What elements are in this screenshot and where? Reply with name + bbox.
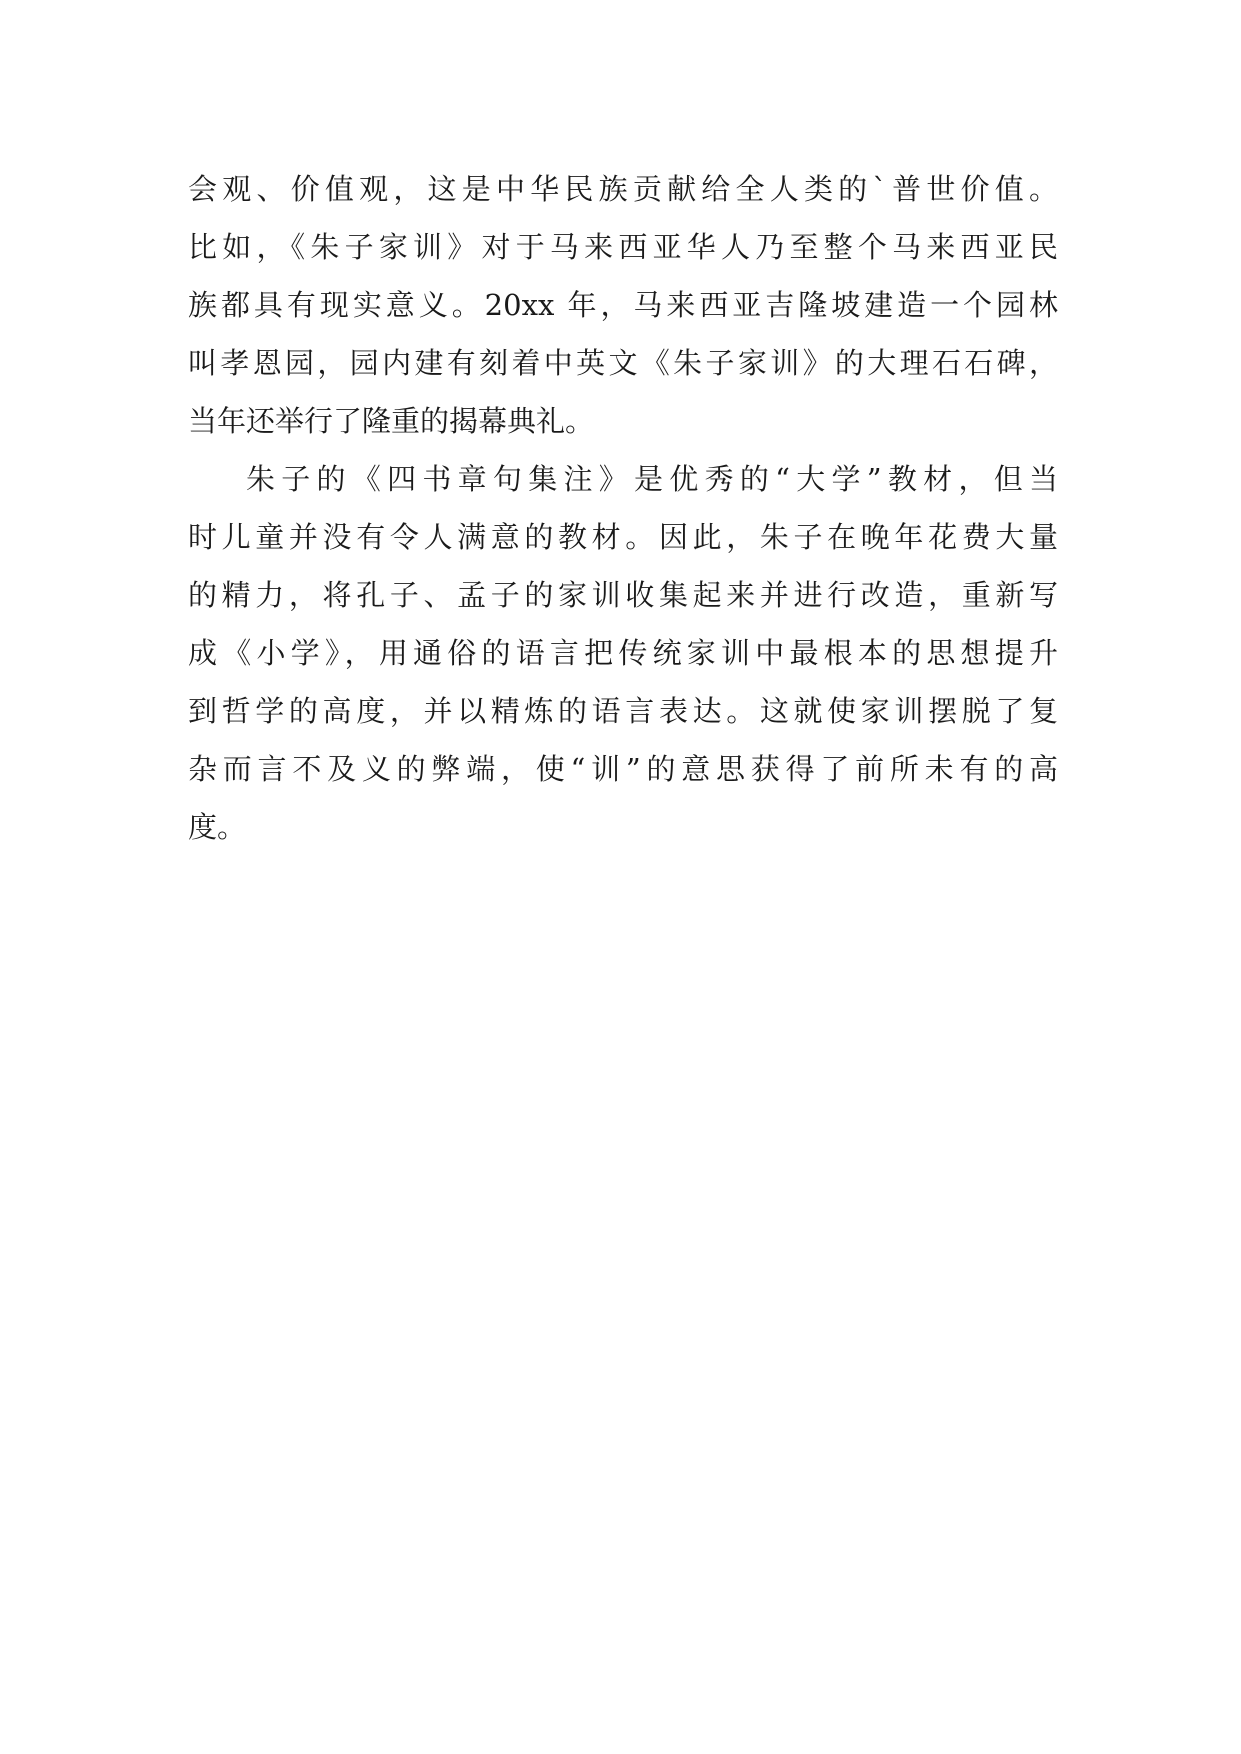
paragraph-1 [188,160,1058,450]
text-line: 族都具有现实意义。20xx 年，马来西亚吉隆坡建造一个园林 [188,288,1058,322]
body-text [188,160,1058,856]
text-line: 当年还举行了隆重的揭幕典礼。 [188,404,595,438]
text-line: 朱子的《四书章句集注》是优秀的“大学”教材，但当 [246,462,1058,496]
paragraph-2 [188,450,1058,856]
text-line: 到哲学的高度，并以精炼的语言表达。这就使家训摆脱了复 [188,694,1058,728]
text-line: 比如，《朱子家训》对于马来西亚华人乃至整个马来西亚民 [188,230,1058,264]
text-line: 叫孝恩园，园内建有刻着中英文《朱子家训》的大理石石碑， [188,346,1058,380]
text-line: 的精力，将孔子、孟子的家训收集起来并进行改造，重新写 [188,578,1058,612]
text-line: 成《小学》，用通俗的语言把传统家训中最根本的思想提升 [188,636,1058,670]
text-line: 杂而言不及义的弊端，使“训”的意思获得了前所未有的高 [188,752,1058,786]
text-line: 时儿童并没有令人满意的教材。因此，朱子在晚年花费大量 [188,520,1058,554]
text-line: 会观、价值观，这是中华民族贡献给全人类的`普世价值。 [188,172,1058,206]
text-line: 度。 [188,810,247,844]
